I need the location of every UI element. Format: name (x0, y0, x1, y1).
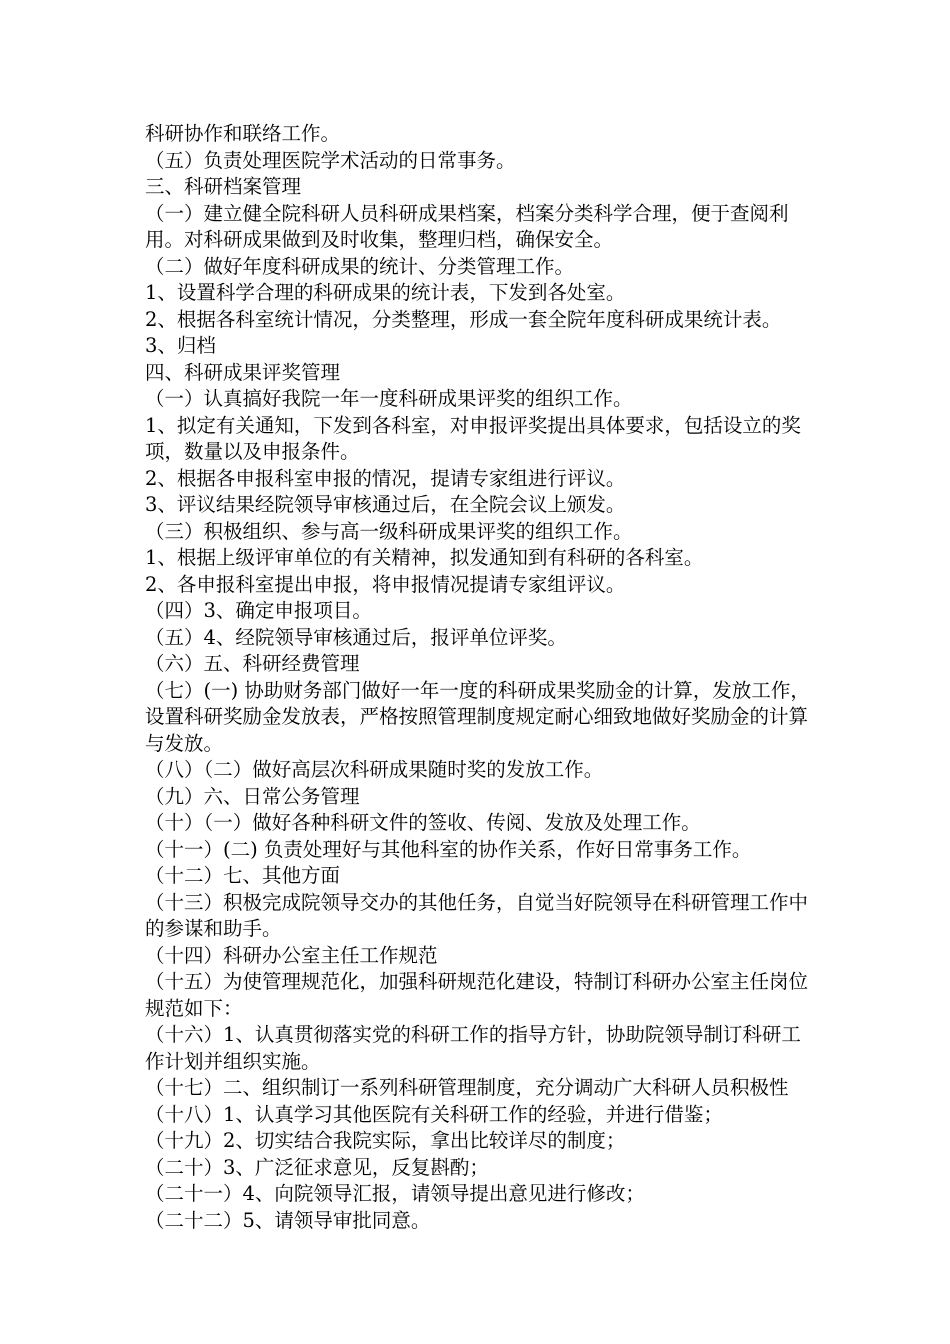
paragraph: （五）负责处理医院学术活动的日常事务。 (145, 148, 516, 172)
paragraph: （十八）1、认真学习其他医院有关科研工作的经验，并进行借鉴； (145, 1102, 723, 1126)
section-heading: （十二）七、其他方面 (145, 864, 341, 887)
paragraph: （十三）积极完成院领导交办的其他任务，自觉当好院领导在科研管理工作中的参谋和助手。 (145, 890, 809, 940)
paragraph: （十七）二、组织制订一系列科研管理制度，充分调动广大科研人员积极性 (145, 1076, 789, 1099)
section-heading: 三、科研档案管理 (145, 175, 302, 198)
paragraph: 科研协作和联络工作。 (145, 122, 341, 145)
paragraph: （二十一）4、向院领导汇报，请领导提出意见进行修改； (145, 1182, 645, 1205)
paragraph: 1、设置科学合理的科研成果的统计表，下发到各处室。 (145, 281, 626, 304)
paragraph: （二）做好年度科研成果的统计、分类管理工作。 (145, 254, 575, 278)
paragraph: （十九）2、切实结合我院实际，拿出比较详尽的制度； (145, 1129, 626, 1152)
paragraph: （三）积极组织、参与高一级科研成果评奖的组织工作。 (145, 519, 633, 543)
paragraph: （五）4、经院领导审核通过后，报评单位评奖。 (145, 625, 567, 649)
paragraph: （八）（二）做好高层次科研成果随时奖的发放工作。 (145, 758, 604, 781)
section-heading: （九）六、日常公务管理 (145, 784, 360, 808)
paragraph: 2、根据各科室统计情况，分类整理，形成一套全院年度科研成果统计表。 (145, 307, 782, 331)
paragraph: 3、归档 (145, 334, 216, 357)
paragraph: （七）(一) 协助财务部门做好一年一度的科研成果奖励金的计算，发放工作，设置科研奖励金发放表，严格按照管理制度规定耐心细致地做好奖励金的计算与发放。 (145, 678, 810, 755)
paragraph: （十五）为使管理规范化，加强科研规范化建设，特制订科研办公室主任岗位规范如下： (145, 970, 809, 1020)
paragraph: 2、各申报科室提出申报，将申报情况提请专家组评议。 (145, 572, 626, 596)
paragraph: （一）建立健全院科研人员科研成果档案，档案分类科学合理，便于查阅利用。对科研成果做到及时收集，整理归档，确保安全。 (145, 201, 789, 251)
section-heading: （六）五、科研经费管理 (145, 652, 360, 675)
paragraph: 1、拟定有关通知，下发到各科室，对申报评奖提出具体要求，包括设立的奖项，数量以及申报条件。 (145, 413, 801, 463)
paragraph: （一）认真搞好我院一年一度科研成果评奖的组织工作。 (145, 387, 633, 410)
document-body (145, 121, 820, 1234)
paragraph: 3、评议结果经院领导审核通过后，在全院会议上颁发。 (145, 493, 626, 516)
section-heading: 四、科研成果评奖管理 (145, 360, 341, 384)
paragraph: （十一）(二) 负责处理好与其他科室的协作关系，作好日常事务工作。 (145, 837, 752, 861)
paragraph: 1、根据上级评审单位的有关精神，拟发通知到有科研的各科室。 (145, 546, 704, 569)
paragraph: （二十二）5、请领导审批同意。 (145, 1208, 431, 1232)
paragraph: （二十）3、广泛征求意见，反复斟酌； (145, 1155, 489, 1179)
paragraph: （十）（一）做好各种科研文件的签收、传阅、发放及处理工作。 (145, 811, 701, 834)
paragraph: 2、根据各申报科室申报的情况，提请专家组进行评议。 (145, 466, 626, 490)
section-heading: （十四）科研办公室主任工作规范 (145, 943, 438, 967)
paragraph: （四）3、确定申报项目。 (145, 599, 372, 622)
paragraph: （十六）1、认真贯彻落实党的科研工作的指导方针，协助院领导制订科研工作计划并组织实施。 (145, 1023, 801, 1073)
